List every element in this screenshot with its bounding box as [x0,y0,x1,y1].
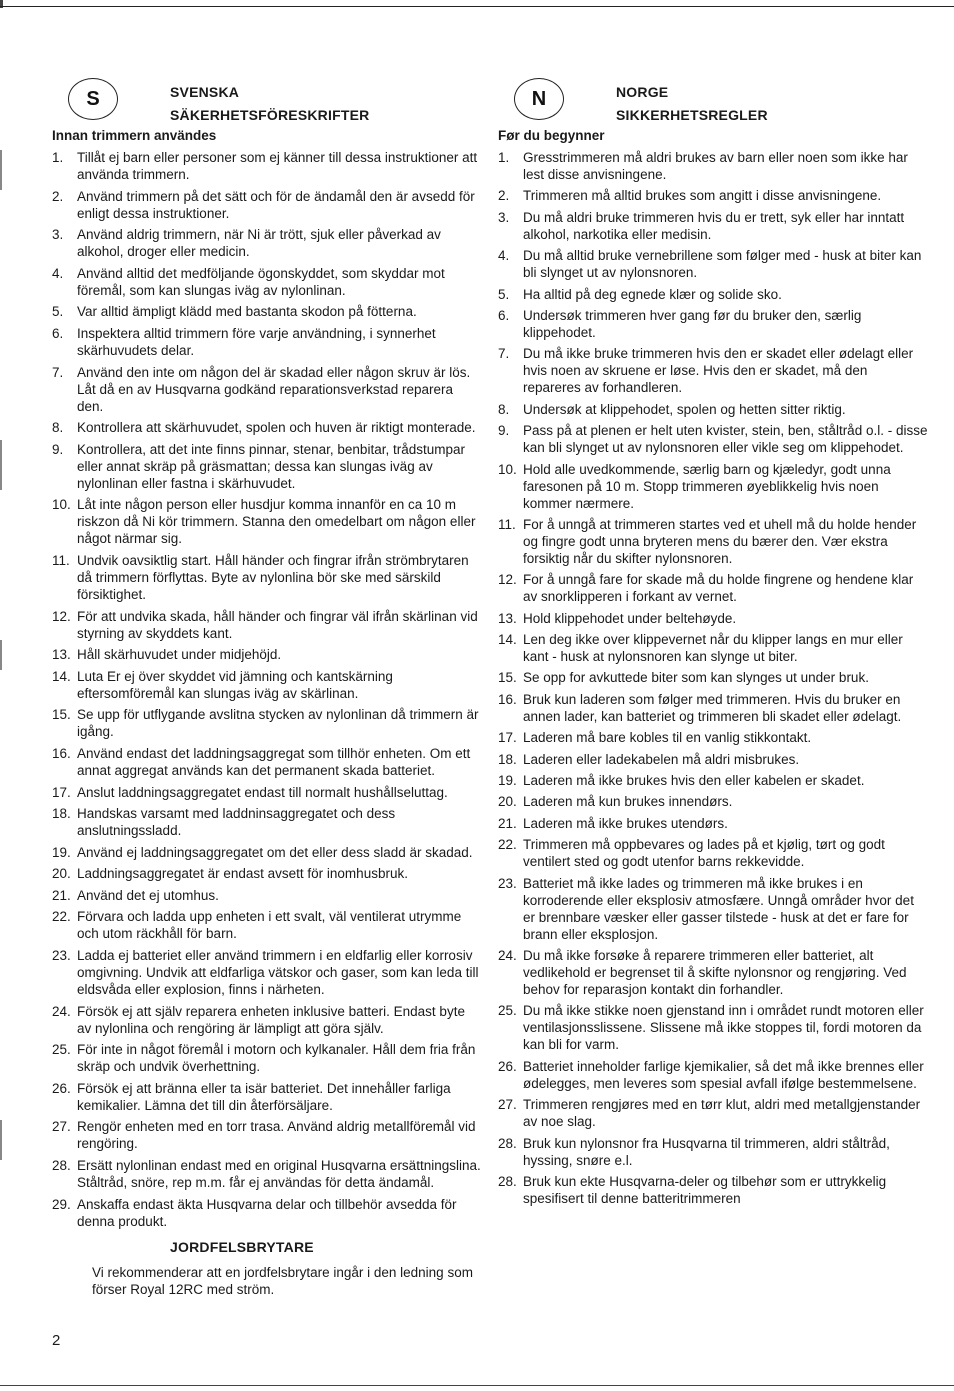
list-item [52,496,482,547]
list-item [498,815,928,832]
safety-list [52,149,482,1230]
language-badge: N [514,78,564,120]
item-text: Använd det ej utomhus. [77,887,219,903]
language-badge: S [68,78,118,120]
list-item [52,865,482,882]
list-item [52,1118,482,1152]
item-number: 26. [498,1058,517,1074]
item-text: Laderen eller ladekabelen må aldri misbrukes. [523,751,800,767]
list-item [52,668,482,702]
list-item [52,303,482,320]
list-item [52,226,482,260]
item-text: Kontrollera, att det inte finns pinnar, stenar, benbitar, trådstumpar eller annat skräp på gräsmattan; dessa kan slungas iväg av nylonlinan eller fastna i skärhuvudet. [77,441,465,491]
list-item [52,844,482,861]
list-item [498,691,928,725]
item-number: 24. [52,1003,71,1019]
item-text: Pass på at plenen er helt uten kvister, stein, ben, ståltråd o.l. - disse kan bli slynget ut av nylonsnoren eller vikle seg om klippehodet. [523,423,928,456]
item-number: 17. [498,730,517,746]
item-number: 2. [498,188,510,204]
list-item [498,1058,928,1092]
list-item [498,149,928,183]
list-item [498,729,928,746]
list-item [498,286,928,303]
list-item [52,325,482,359]
item-text: Du må ikke bruke trimmeren hvis den er skadet eller ødelagt eller hvis noen av skruene er løse. Hvis den er skadet, må den repareres av forhandleren. [523,346,914,396]
list-item [498,187,928,204]
section-title: SÄKERHETSFÖRESKRIFTER [170,107,370,123]
item-number: 13. [498,610,517,626]
list-item [52,646,482,663]
list-item [52,745,482,779]
list-item [52,887,482,904]
item-text: Du må aldri bruke trimmeren hvis du er trett, syk eller har inntatt alkohol, narkotika eller medisin. [523,209,905,242]
item-number: 22. [52,909,71,925]
item-text: Hold alle uvedkommende, særlig barn og kjæledyr, godt unna faresonen på 10 m. Stopp trimmeren øyeblikkelig hvis noen kommer nærmere. [523,461,891,511]
item-number: 25. [498,1003,517,1019]
list-item [498,875,928,943]
item-number: 8. [498,401,510,417]
item-number: 28. [52,1158,71,1174]
list-item [498,947,928,998]
list-item [52,441,482,492]
top-rule [0,6,954,7]
list-item [52,188,482,222]
item-number: 27. [52,1119,71,1135]
item-number: 9. [52,441,64,457]
list-item [498,1135,928,1169]
item-number: 27. [498,1097,517,1113]
item-number: 18. [498,751,517,767]
subheading: Før du begynner [498,128,605,143]
item-text: Låt inte någon person eller husdjur komma innanför en ca 10 m riskzon då Ni kör trimmern. Stanna den omedelbart om någon eller något närmar sig. [77,497,476,547]
item-number: 19. [52,844,71,860]
item-number: 21. [52,887,71,903]
list-item [498,669,928,686]
item-number: 20. [52,866,71,882]
item-number: 19. [498,773,517,789]
item-number: 29. [52,1196,71,1212]
item-text: Försök ej att själv reparera enheten inklusive batteri. Endast byte av nylonlina och rengöring är lämpligt att göra själv. [77,1003,465,1036]
item-number: 12. [498,572,517,588]
item-text: Förvara och ladda upp enheten i ett svalt, väl ventilerat utrymme och utom räckhåll för barn. [77,909,462,942]
list-item [52,265,482,299]
item-text: Handskas varsamt med laddninsaggregatet och dess anslutningssladd. [77,806,396,839]
list-item [52,149,482,183]
item-text: Hold klippehodet under beltehøyde. [523,610,737,626]
item-number: 17. [52,784,71,800]
item-text: Laderen må ikke brukes utendørs. [523,815,728,831]
item-text: Du må ikke stikke noen gjenstand inn i området rundt motoren eller ventilasjonsslissene. Slissene må ikke stoppes til, fordi motoren da kan bli for varm. [523,1003,924,1053]
list-item [498,1173,928,1207]
list-item [498,422,928,456]
list-item [498,307,928,341]
item-text: For å unngå fare for skade må du holde fingrene og hendene klar av snorklipperen i forkant av vernet. [523,572,914,605]
item-number: 14. [498,632,517,648]
list-item [498,1096,928,1130]
list-item [52,1041,482,1075]
item-number: 9. [498,423,510,439]
item-number: 18. [52,806,71,822]
item-number: 4. [52,265,64,281]
item-text: Bruk kun ekte Husqvarna-deler og tilbehør som er uttrykkelig spesifisert til denne batteritrimmeren [523,1173,887,1206]
list-item [498,836,928,870]
list-item [498,516,928,567]
list-item [52,364,482,415]
item-number: 3. [52,227,64,243]
item-text: Gresstrimmeren må aldri brukes av barn eller noen som ikke har lest disse anvisningene. [523,150,908,182]
item-text: Du må ikke forsøke å reparere trimmeren eller batteriet, alt vedlikehold er begrenset til å skifte nylonsnor og rengjøring. Ved behov for reparasjon kontakt din forhandler. [523,947,907,997]
item-text: Undersøk trimmeren hver gang før du bruker den, særlig klippehodet. [523,307,862,340]
rcd-heading: JORDFELSBRYTARE [170,1238,314,1255]
item-text: Trimmeren rengjøres med en tørr klut, aldri med metallgjenstander av noe slag. [523,1097,921,1130]
item-number: 8. [52,420,64,436]
item-text: Kontrollera att skärhuvudet, spolen och huven är riktigt monterade. [77,420,476,436]
item-text: Använd den inte om någon del är skadad eller någon skruv är lös. Låt då en av Husqvarna godkänd reparationsverkstad reparera den. [77,364,471,414]
item-text: Använd endast det laddningsaggregat som tillhör enheten. Om ett annat aggregat används kan det permanent skada batteriet. [77,745,471,778]
item-number: 6. [52,325,64,341]
margin-mark [0,640,2,670]
item-number: 2. [52,188,64,204]
list-item [498,631,928,665]
item-text: Laderen må bare kobles til en vanlig stikkontakt. [523,730,812,746]
item-number: 21. [498,815,517,831]
bottom-rule [0,1385,954,1386]
item-text: Len deg ikke over klippevernet når du klipper langs en mur eller kant - husk at nylonsnoren kan slynge ut biter. [523,632,903,665]
list-item [498,401,928,418]
list-item [52,1196,482,1230]
item-number: 5. [52,304,64,320]
list-item [498,610,928,627]
margin-mark [0,440,2,490]
item-number: 13. [52,647,71,663]
item-text: Trimmeren må oppbevares og lades på et kjølig, tørt og godt ventilert sted og godt utenfor barns rekkevidde. [523,837,885,870]
list-item [498,751,928,768]
list-item [498,345,928,396]
list-item [52,908,482,942]
item-number: 22. [498,837,517,853]
item-text: Du må alltid bruke vernebrillene som følger med - husk at biter kan bli slynget ut av nylonsnoren. [523,248,922,281]
language-name: SVENSKA [170,84,240,100]
item-text: Ha alltid på deg egnede klær og solide sko. [523,286,782,302]
item-number: 1. [52,150,64,165]
item-text: Inspektera alltid trimmern före varje användning, i synnerhet skärhuvudets delar. [77,325,436,358]
item-text: For å unngå at trimmeren startes ved et uhell må du holde hender og fingre godt unna bryteren mens du bærer den. Vær ekstra forsiktig når du skifter nylonsnoren. [523,516,917,566]
item-number: 12. [52,608,71,624]
item-text: Bruk kun nylonsnor fra Husqvarna til trimmeren, aldri ståltråd, hyssing, snøre e.l. [523,1135,890,1168]
item-text: Se upp för utflygande avslitna stycken av nylonlinan då trimmern är igång. [77,707,479,740]
item-number: 28. [498,1135,517,1151]
item-number: 14. [52,668,71,684]
item-number: 3. [498,209,510,225]
norwegian-column [498,78,928,1211]
item-number: 23. [498,875,517,891]
item-number: 15. [498,670,517,686]
item-text: Batteriet inneholder farlige kjemikalier, så det må ikke brennes eller ødelegges, men leveres som spesial avfall ifølge bestemmelsene. [523,1058,924,1091]
item-number: 11. [52,552,70,568]
item-number: 26. [52,1080,71,1096]
item-number: 7. [498,346,510,362]
language-name: NORGE [616,84,669,100]
list-item [52,552,482,603]
item-text: Tillåt ej barn eller personer som ej känner till dessa instruktioner att använda trimmern. [77,150,478,182]
item-text: Undvik oavsiktlig start. Håll händer och fingrar ifrån strömbrytaren då trimmern förflyttas. Byte av nylonlina bör ske med särskild försiktighet. [77,552,469,602]
list-item [498,793,928,810]
margin-mark [0,150,2,190]
list-item [52,419,482,436]
item-text: Använd aldrig trimmern, när Ni är trött, sjuk eller påverkad av alkohol, droger eller medicin. [77,227,441,260]
item-text: Laderen må ikke brukes hvis den eller kabelen er skadet. [523,773,865,789]
swedish-header [52,78,482,126]
item-number: 25. [52,1042,71,1058]
list-item [498,461,928,512]
item-text: Laddningsaggregatet är endast avsett för inomhusbruk. [77,866,408,882]
item-number: 1. [498,150,510,165]
item-text: Batteriet må ikke lades og trimmeren må ikke brukes i en korroderende eller eksplosiv atmosfære. Unngå områder hvor det er brennbare væsker eller gasser tilstede - husk at det er fare for brann eller eksplosjon. [523,875,914,942]
item-text: Undersøk at klippehodet, spolen og hetten sitter riktig. [523,401,846,417]
item-number: 10. [498,461,517,477]
item-text: Anskaffa endast äkta Husqvarna delar och tillbehör avsedda för denna produkt. [77,1196,457,1229]
list-item [498,772,928,789]
item-text: Använd ej laddningsaggregatet om det eller dess sladd är skadad. [77,844,473,860]
item-number: 4. [498,248,510,264]
subheading: Innan trimmern användes [52,128,217,143]
list-item [498,1002,928,1053]
item-number: 7. [52,364,64,380]
item-text: För inte in något föremål i motorn och kylkanaler. Håll dem fria från skräp och undvik överhettning. [77,1042,476,1075]
list-item [498,209,928,243]
item-number: 20. [498,794,517,810]
item-text: För att undvika skada, håll händer och fingrar väl ifrån skärlinan vid styrning av skyddets kant. [77,608,478,641]
item-text: Se opp for avkuttede biter som kan slynges ut under bruk. [523,670,869,686]
list-item [498,247,928,281]
margin-mark [0,1120,2,1160]
item-text: Använd alltid det medföljande ögonskyddet, som skyddar mot föremål, som kan slungas iväg av nylonlinan. [77,265,445,298]
list-item [52,608,482,642]
item-number: 24. [498,947,517,963]
swedish-column [52,78,482,1298]
item-number: 28. [498,1173,517,1189]
item-text: Bruk kun laderen som følger med trimmeren. Hvis du bruker en annen lader, kan batteriet og trimmeren bli skadet eller ødelagt. [523,691,902,724]
item-number: 16. [498,691,517,707]
item-number: 23. [52,948,71,964]
list-item [52,1003,482,1037]
item-number: 6. [498,307,510,323]
item-number: 5. [498,286,510,302]
list-item [498,571,928,605]
list-item [52,805,482,839]
item-text: Ersätt nylonlinan endast med en original Husqvarna ersättningslina. Ståltråd, snöre, rep m.m. får ej användas för detta ändamål. [77,1158,481,1191]
item-text: Håll skärhuvudet under midjehöjd. [77,647,282,663]
item-text: Försök ej att bränna eller ta isär batteriet. Det innehåller farliga kemikalier. Lämna det till din återförsäljare. [77,1080,451,1113]
norwegian-header [498,78,928,126]
item-text: Var alltid ämpligt klädd med bastanta skodon på fötterna. [77,304,417,320]
item-number: 16. [52,745,71,761]
item-text: Rengör enheten med en torr trasa. Använd aldrig metallföremål vid rengöring. [77,1119,476,1152]
list-item [52,947,482,998]
item-number: 15. [52,707,71,723]
list-item [52,1157,482,1191]
item-text: Anslut laddningsaggregatet endast till normalt hushållseluttag. [77,784,448,800]
item-text: Laderen må kun brukes innendørs. [523,794,733,810]
item-text: Använd trimmern på det sätt och för de ändamål den är avsedd för enligt dessa instruktioner. [77,188,475,221]
page-number: 2 [52,1332,61,1349]
item-text: Ladda ej batteriet eller använd trimmern i en eldfarlig eller korrosiv omgivning. Undvik att eldfarliga vätskor och gaser, som kan leda till eldsvåda eller explosion, finns i närheten. [77,948,479,998]
rcd-paragraph: Vi rekommenderar att en jordfelsbrytare ingår i den ledning som förser Royal 12RC med ström. [92,1264,473,1297]
list-item [52,784,482,801]
section-title: SIKKERHETSREGLER [616,107,768,123]
item-text: Luta Er ej över skyddet vid jämning och kantskärning eftersomföremål kan slungas iväg av skärlinan. [77,668,393,701]
safety-list [498,149,928,1207]
item-number: 11. [498,516,516,532]
list-item [52,706,482,740]
item-number: 10. [52,497,71,513]
list-item [52,1080,482,1114]
item-text: Trimmeren må alltid brukes som angitt i disse anvisningene. [523,188,882,204]
